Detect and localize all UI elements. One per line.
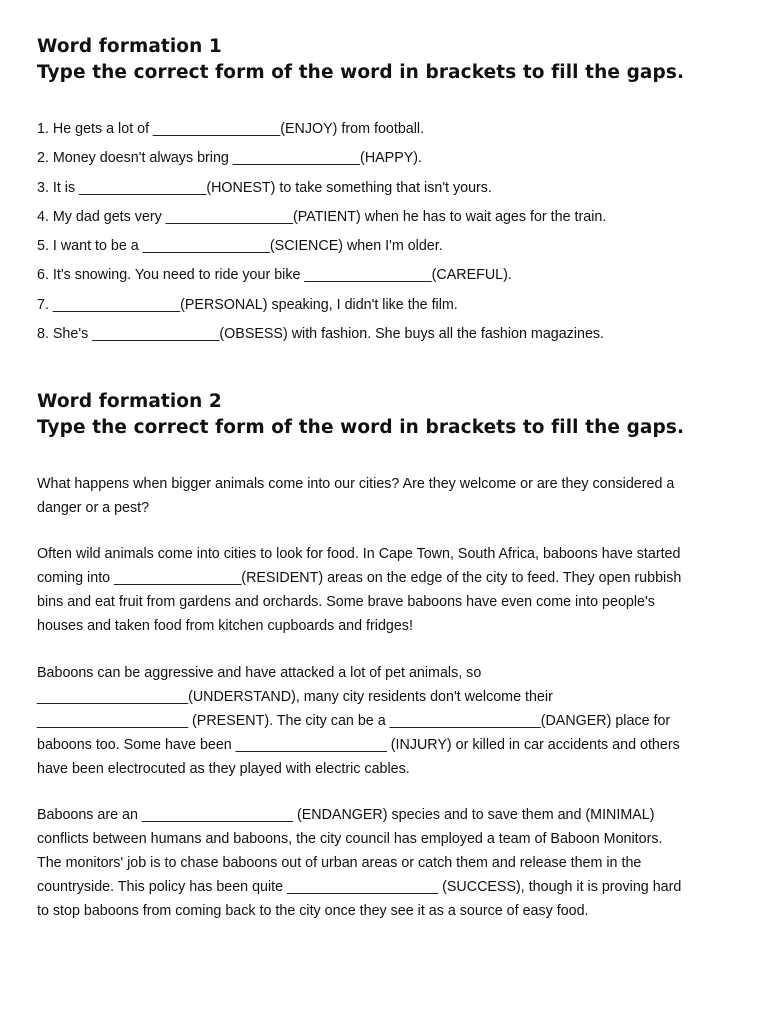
passage-line: The monitors' job is to chase baboons out of urban areas or catch them and release them in the bbox=[37, 855, 642, 871]
passage-line: danger or a pest? bbox=[37, 500, 150, 516]
section2-title: Word formation 2 bbox=[37, 391, 222, 412]
passage-line: houses and taken food from kitchen cupboards and fridges! bbox=[37, 618, 413, 634]
passage-line: Often wild animals come into cities to look for food. In Cape Town, South Africa, baboons have started bbox=[37, 546, 681, 562]
passage-line: conflicts between humans and baboons, the city council has employed a team of Baboon Monitors. bbox=[37, 831, 663, 847]
exercise-item: 3. It is ________________(HONEST) to take something that isn't yours. bbox=[37, 179, 492, 196]
passage-line: What happens when bigger animals come into our cities? Are they welcome or are they considered a bbox=[37, 476, 675, 492]
passage-line: Baboons can be aggressive and have attacked a lot of pet animals, so bbox=[37, 665, 482, 681]
exercise-item: 1. He gets a lot of ________________(ENJOY) from football. bbox=[37, 121, 425, 137]
section2-instruction: Type the correct form of the word in brackets to fill the gaps. bbox=[37, 417, 685, 438]
passage-line: Baboons are an ___________________ (ENDANGER) species and to save them and (MINIMAL) bbox=[37, 807, 655, 823]
section1-heading bbox=[37, 34, 757, 86]
passage-line: ___________________(UNDERSTAND), many city residents don't welcome their bbox=[37, 689, 553, 705]
passage-line: ___________________ (PRESENT). The city can be a ___________________(DANGER) place for bbox=[37, 713, 671, 729]
passage-line: have been electrocuted as they played with electric cables. bbox=[37, 761, 410, 777]
exercise-item: 5. I want to be a ________________(SCIENCE) when I'm older. bbox=[37, 238, 443, 255]
section1-instruction: Type the correct form of the word in brackets to fill the gaps. bbox=[37, 62, 685, 83]
passage-line: baboons too. Some have been ___________________ (INJURY) or killed in car accidents and others bbox=[37, 737, 680, 753]
exercise-item: 2. Money doesn't always bring ________________(HAPPY). bbox=[37, 150, 423, 167]
section1-title: Word formation 1 bbox=[37, 36, 222, 57]
exercise-item: 7. ________________(PERSONAL) speaking, I didn't like the film. bbox=[37, 296, 458, 313]
exercise-item: 8. She's ________________(OBSESS) with fashion. She buys all the fashion magazines. bbox=[37, 326, 605, 343]
passage-line: to stop baboons from coming back to the city once they see it as a source of easy food. bbox=[37, 903, 589, 919]
passage-paragraph-intro bbox=[37, 472, 731, 520]
passage-paragraph-cape-town bbox=[37, 542, 731, 638]
section1-exercise-list bbox=[37, 117, 747, 351]
passage-line: bins and eat fruit from gardens and orchards. Some brave baboons have even come into people's bbox=[37, 594, 655, 610]
passage-line: coming into ________________(RESIDENT) areas on the edge of the city to feed. They open rubbish bbox=[37, 570, 682, 586]
passage-paragraph-monitors bbox=[37, 803, 731, 923]
exercise-item: 6. It's snowing. You need to ride your bike ________________(CAREFUL). bbox=[37, 267, 512, 284]
exercise-item: 4. My dad gets very ________________(PATIENT) when he has to wait ages for the train. bbox=[37, 208, 607, 225]
passage-line: countryside. This policy has been quite ___________________ (SUCCESS), though it is proving hard bbox=[37, 879, 682, 895]
section2-heading bbox=[37, 389, 757, 441]
passage-paragraph-aggressive bbox=[37, 661, 731, 781]
